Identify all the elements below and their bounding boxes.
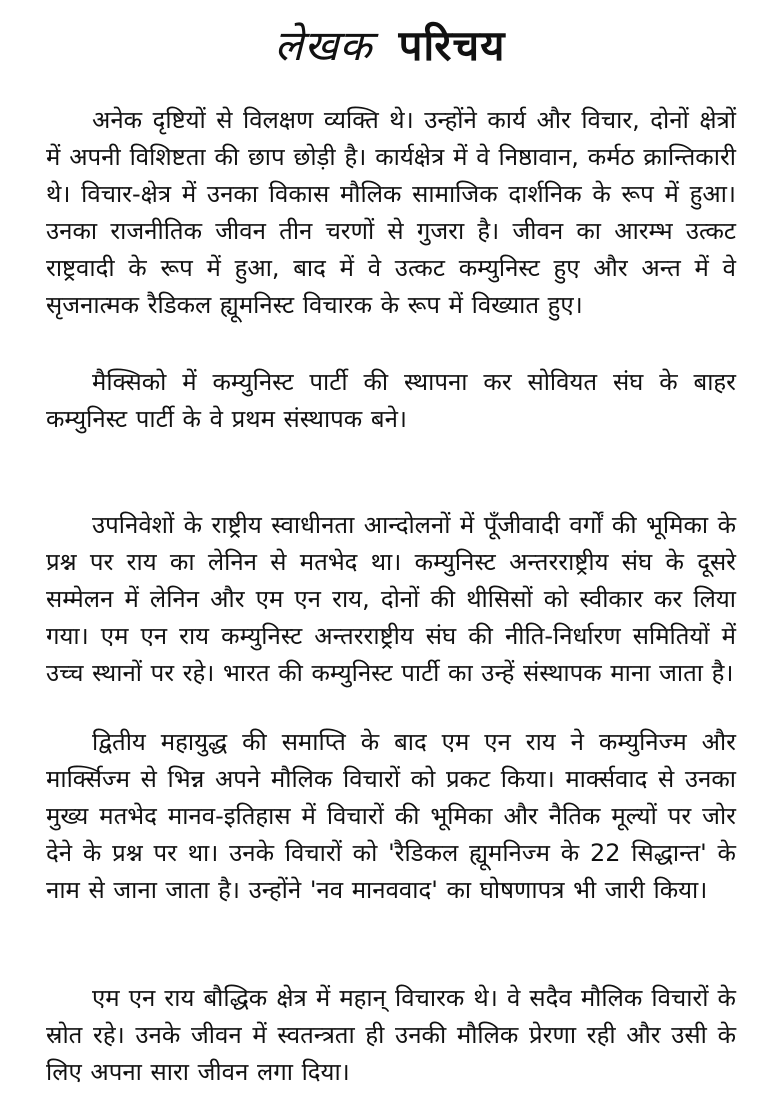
paragraph-1: अनेक दृष्टियों से विलक्षण व्यक्ति थे। उन्होंने कार्य और विचार, दोनों क्षेत्रों में अपनी विशिष्टता की छाप छोड़ी है। कार्यक्षेत्र में वे निष्ठावान, कर्मठ क्रान्तिकारी थे। विचार-क्षेत्र में उनका विकास मौलिक सामाजिक दार्शनिक के रूप में हुआ। उनका राजनीतिक जीवन तीन चरणों से गुजरा है। जीवन का आरम्भ उत्कट राष्ट्रवादी के रूप में हुआ, बाद में वे उत्कट कम्युनिस्ट हुए और अन्त में वे सृजनात्मक रैडिकल ह्यूमनिस्ट विचारक के रूप में विख्यात हुए।: [46, 106, 736, 319]
title-word-lekhak: लेखक: [274, 21, 373, 70]
paragraph-2: मैक्सिको में कम्युनिस्ट पार्टी की स्थापना कर सोवियत संघ के बाहर कम्युनिस्ट पार्टी के वे प्रथम संस्थापक बने।: [46, 368, 736, 433]
title-word-parichay: परिचय: [398, 21, 506, 70]
page-title: [0, 14, 780, 78]
paragraph-5: एम एन राय बौद्धिक क्षेत्र में महान् विचारक थे। वे सदैव मौलिक विचारों के स्रोत रहे। उनके जीवन में स्वतन्त्रता ही उनकी मौलिक प्रेरणा रही और उसी के लिए अपना सारा जीवन लगा दिया।: [46, 984, 736, 1086]
paragraph-3: उपनिवेशों के राष्ट्रीय स्वाधीनता आन्दोलनों में पूँजीवादी वर्गों की भूमिका के प्रश्न पर राय का लेनिन से मतभेद था। कम्युनिस्ट अन्तरराष्ट्रीय संघ के दूसरे सम्मेलन में लेनिन और एम एन राय, दोनों की थीसिसों को स्वीकार कर लिया गया। एम एन राय कम्युनिस्ट अन्तरराष्ट्रीय संघ की नीति-निर्धारण समितियों में उच्च स्थानों पर रहे। भारत की कम्युनिस्ट पार्टी का उन्हें संस्थापक माना जाता है।: [46, 511, 736, 687]
paragraph-4: द्वितीय महायुद्ध की समाप्ति के बाद एम एन राय ने कम्युनिज्म और मार्क्सिज्म से भिन्न अपने मौलिक विचारों को प्रकट किया। मार्क्सवाद से उनका मुख्य मतभेद मानव-इतिहास में विचारों की भूमिका और नैतिक मूल्यों पर जोर देने के प्रश्न पर था। उनके विचारों को 'रैडिकल ह्यूमनिज्म के 22 सिद्धान्त' के नाम से जाना जाता है। उन्होंने 'नव मानववाद' का घोषणापत्र भी जारी किया।: [46, 728, 736, 904]
